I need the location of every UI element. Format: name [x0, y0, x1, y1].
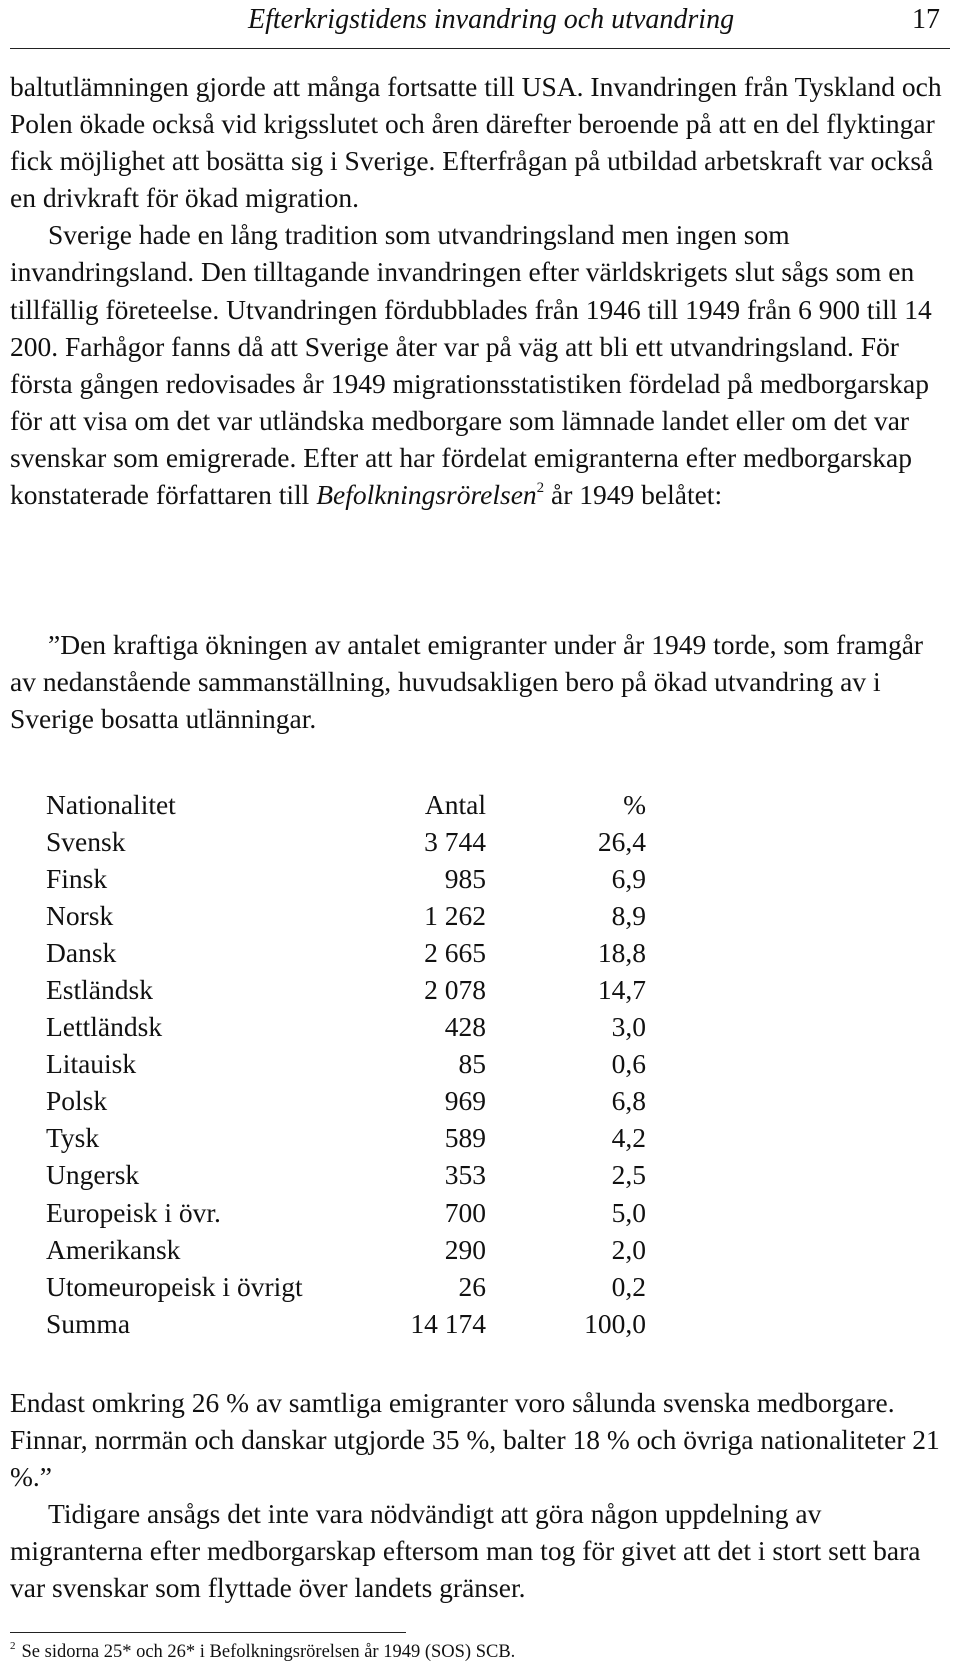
cell-count: 353 — [444, 1159, 486, 1191]
cell-nationality: Tysk — [46, 1122, 100, 1154]
body-text-top — [10, 68, 950, 513]
cell-nationality: Amerikansk — [46, 1233, 181, 1265]
table-row — [46, 1120, 646, 1157]
table-row — [46, 1046, 646, 1083]
table-row — [46, 823, 646, 860]
table-row — [46, 934, 646, 971]
cell-count: 290 — [444, 1233, 486, 1265]
footnote-reference: 2 — [536, 480, 545, 497]
cell-count: 2 665 — [424, 936, 486, 968]
cell-percent: 18,8 — [597, 936, 646, 968]
footnote-text: Se sidorna 25* och 26* i Befolkningsrörelsen år 1949 (SOS) SCB. — [21, 1642, 516, 1662]
cell-count: 26 — [458, 1270, 486, 1302]
quote-block — [10, 626, 950, 737]
cell-nationality: Summa — [46, 1307, 131, 1339]
table-row — [46, 860, 646, 897]
cell-percent: 5,0 — [611, 1196, 646, 1228]
paragraph-2-italic-title: Befolkningsrörelsen — [316, 479, 537, 511]
cell-percent: 26,4 — [597, 825, 646, 857]
cell-nationality: Svensk — [46, 825, 126, 857]
paragraph-last: Tidigare ansågs det inte vara nödvändigt att göra någon uppdelning av migranterna efter medborgarskap eftersom man tog för givet att det i stort sett bara var svenskar som flyttade över landets gränser. — [10, 1498, 921, 1604]
table-row — [46, 1305, 646, 1342]
table-row — [46, 1157, 646, 1194]
paragraph-2-tail: år 1949 belåtet: — [544, 479, 723, 511]
table-row — [46, 1231, 646, 1268]
table-row — [46, 897, 646, 934]
cell-count: 85 — [458, 1048, 486, 1080]
cell-count: 428 — [444, 1011, 486, 1043]
cell-percent: 0,2 — [611, 1270, 646, 1302]
emigrants-by-nationality-table — [46, 786, 646, 1342]
cell-count: 2 078 — [424, 974, 486, 1006]
column-header-nationality: Nationalitet — [46, 788, 176, 820]
column-header-count: Antal — [424, 788, 486, 820]
cell-percent: 8,9 — [611, 899, 646, 931]
quote-closing-paragraph: Endast omkring 26 % av samtliga emigranter voro sålunda svenska medborgare. Finnar, norrmän och danskar utgjorde 35 %, balter 18 % och övriga nationaliteter 21 %.” — [10, 1387, 940, 1493]
cell-percent: 6,8 — [611, 1085, 646, 1117]
cell-percent: 2,5 — [611, 1159, 646, 1191]
cell-nationality: Lettländsk — [46, 1011, 163, 1043]
cell-nationality: Estländsk — [46, 974, 153, 1006]
footnote-number: 2 — [10, 1640, 16, 1652]
cell-percent: 0,6 — [611, 1048, 646, 1080]
cell-nationality: Finsk — [46, 862, 108, 894]
cell-percent: 6,9 — [611, 862, 646, 894]
cell-nationality: Europeisk i övr. — [46, 1196, 221, 1228]
paragraph-1: baltutlämningen gjorde att många fortsatte till USA. Invandringen från Tyskland och Polen ökade också vid krigsslutet och åren därefter beroende på att en del flyktingar fick möjlighet att bosätta sig i Sverige. Efterfrågan på utbildad arbetskraft var också en drivkraft för ökad migration. — [10, 71, 942, 214]
body-text-bottom — [10, 1384, 950, 1607]
cell-nationality: Polsk — [46, 1085, 108, 1117]
footnote — [10, 1642, 515, 1663]
page-number: 17 — [912, 4, 940, 35]
table-row — [46, 1009, 646, 1046]
paragraph-2-lead: Sverige hade en lång tradition som utvandringsland men ingen som invandringsland. Den tilltagande invandringen efter världskrigets slut sågs som en tillfällig företeelse. Utvandringen fördubblades från 1946 till 1949 från 6 900 till 14 200. Farhågor fanns då att Sverige åter var på väg att bli ett utvandringsland. För första gången redovisades år 1949 migrationsstatistiken fördelad på medborgarskap för att visa om det var utländska medborgare som lämnade landet eller om det var svenskar som emigrerade. Efter att har fördelat emigranterna efter medborgarskap konstaterade författaren till — [10, 219, 932, 511]
cell-count: 700 — [444, 1196, 486, 1228]
table-row — [46, 1268, 646, 1305]
cell-percent: 3,0 — [611, 1011, 646, 1043]
cell-percent: 14,7 — [597, 974, 646, 1006]
page-header — [10, 0, 950, 49]
cell-count: 14 174 — [410, 1307, 486, 1339]
cell-percent: 100,0 — [584, 1307, 646, 1339]
cell-percent: 4,2 — [611, 1122, 646, 1154]
quote-paragraph: ”Den kraftiga ökningen av antalet emigranter under år 1949 torde, som framgår av nedanstående sammanställning, huvudsakligen bero på ökad utvandring av i Sverige bosatta utlänningar. — [10, 629, 924, 735]
table-body — [46, 823, 646, 1342]
running-title: Efterkrigstidens invandring och utvandring — [248, 4, 735, 35]
cell-count: 3 744 — [424, 825, 486, 857]
footnote-rule — [10, 1632, 406, 1633]
cell-count: 969 — [444, 1085, 486, 1117]
cell-nationality: Ungersk — [46, 1159, 140, 1191]
column-header-percent: % — [623, 788, 646, 820]
cell-percent: 2,0 — [611, 1233, 646, 1265]
cell-count: 589 — [444, 1122, 486, 1154]
paragraph-2 — [10, 216, 950, 513]
table-header-row — [46, 786, 646, 823]
table-row — [46, 1194, 646, 1231]
table-row — [46, 1083, 646, 1120]
cell-nationality: Norsk — [46, 899, 114, 931]
table-row — [46, 971, 646, 1008]
cell-nationality: Utomeuropeisk i övrigt — [46, 1270, 303, 1302]
cell-count: 1 262 — [424, 899, 486, 931]
cell-count: 985 — [444, 862, 486, 894]
cell-nationality: Dansk — [46, 936, 117, 968]
cell-nationality: Litauisk — [46, 1048, 137, 1080]
